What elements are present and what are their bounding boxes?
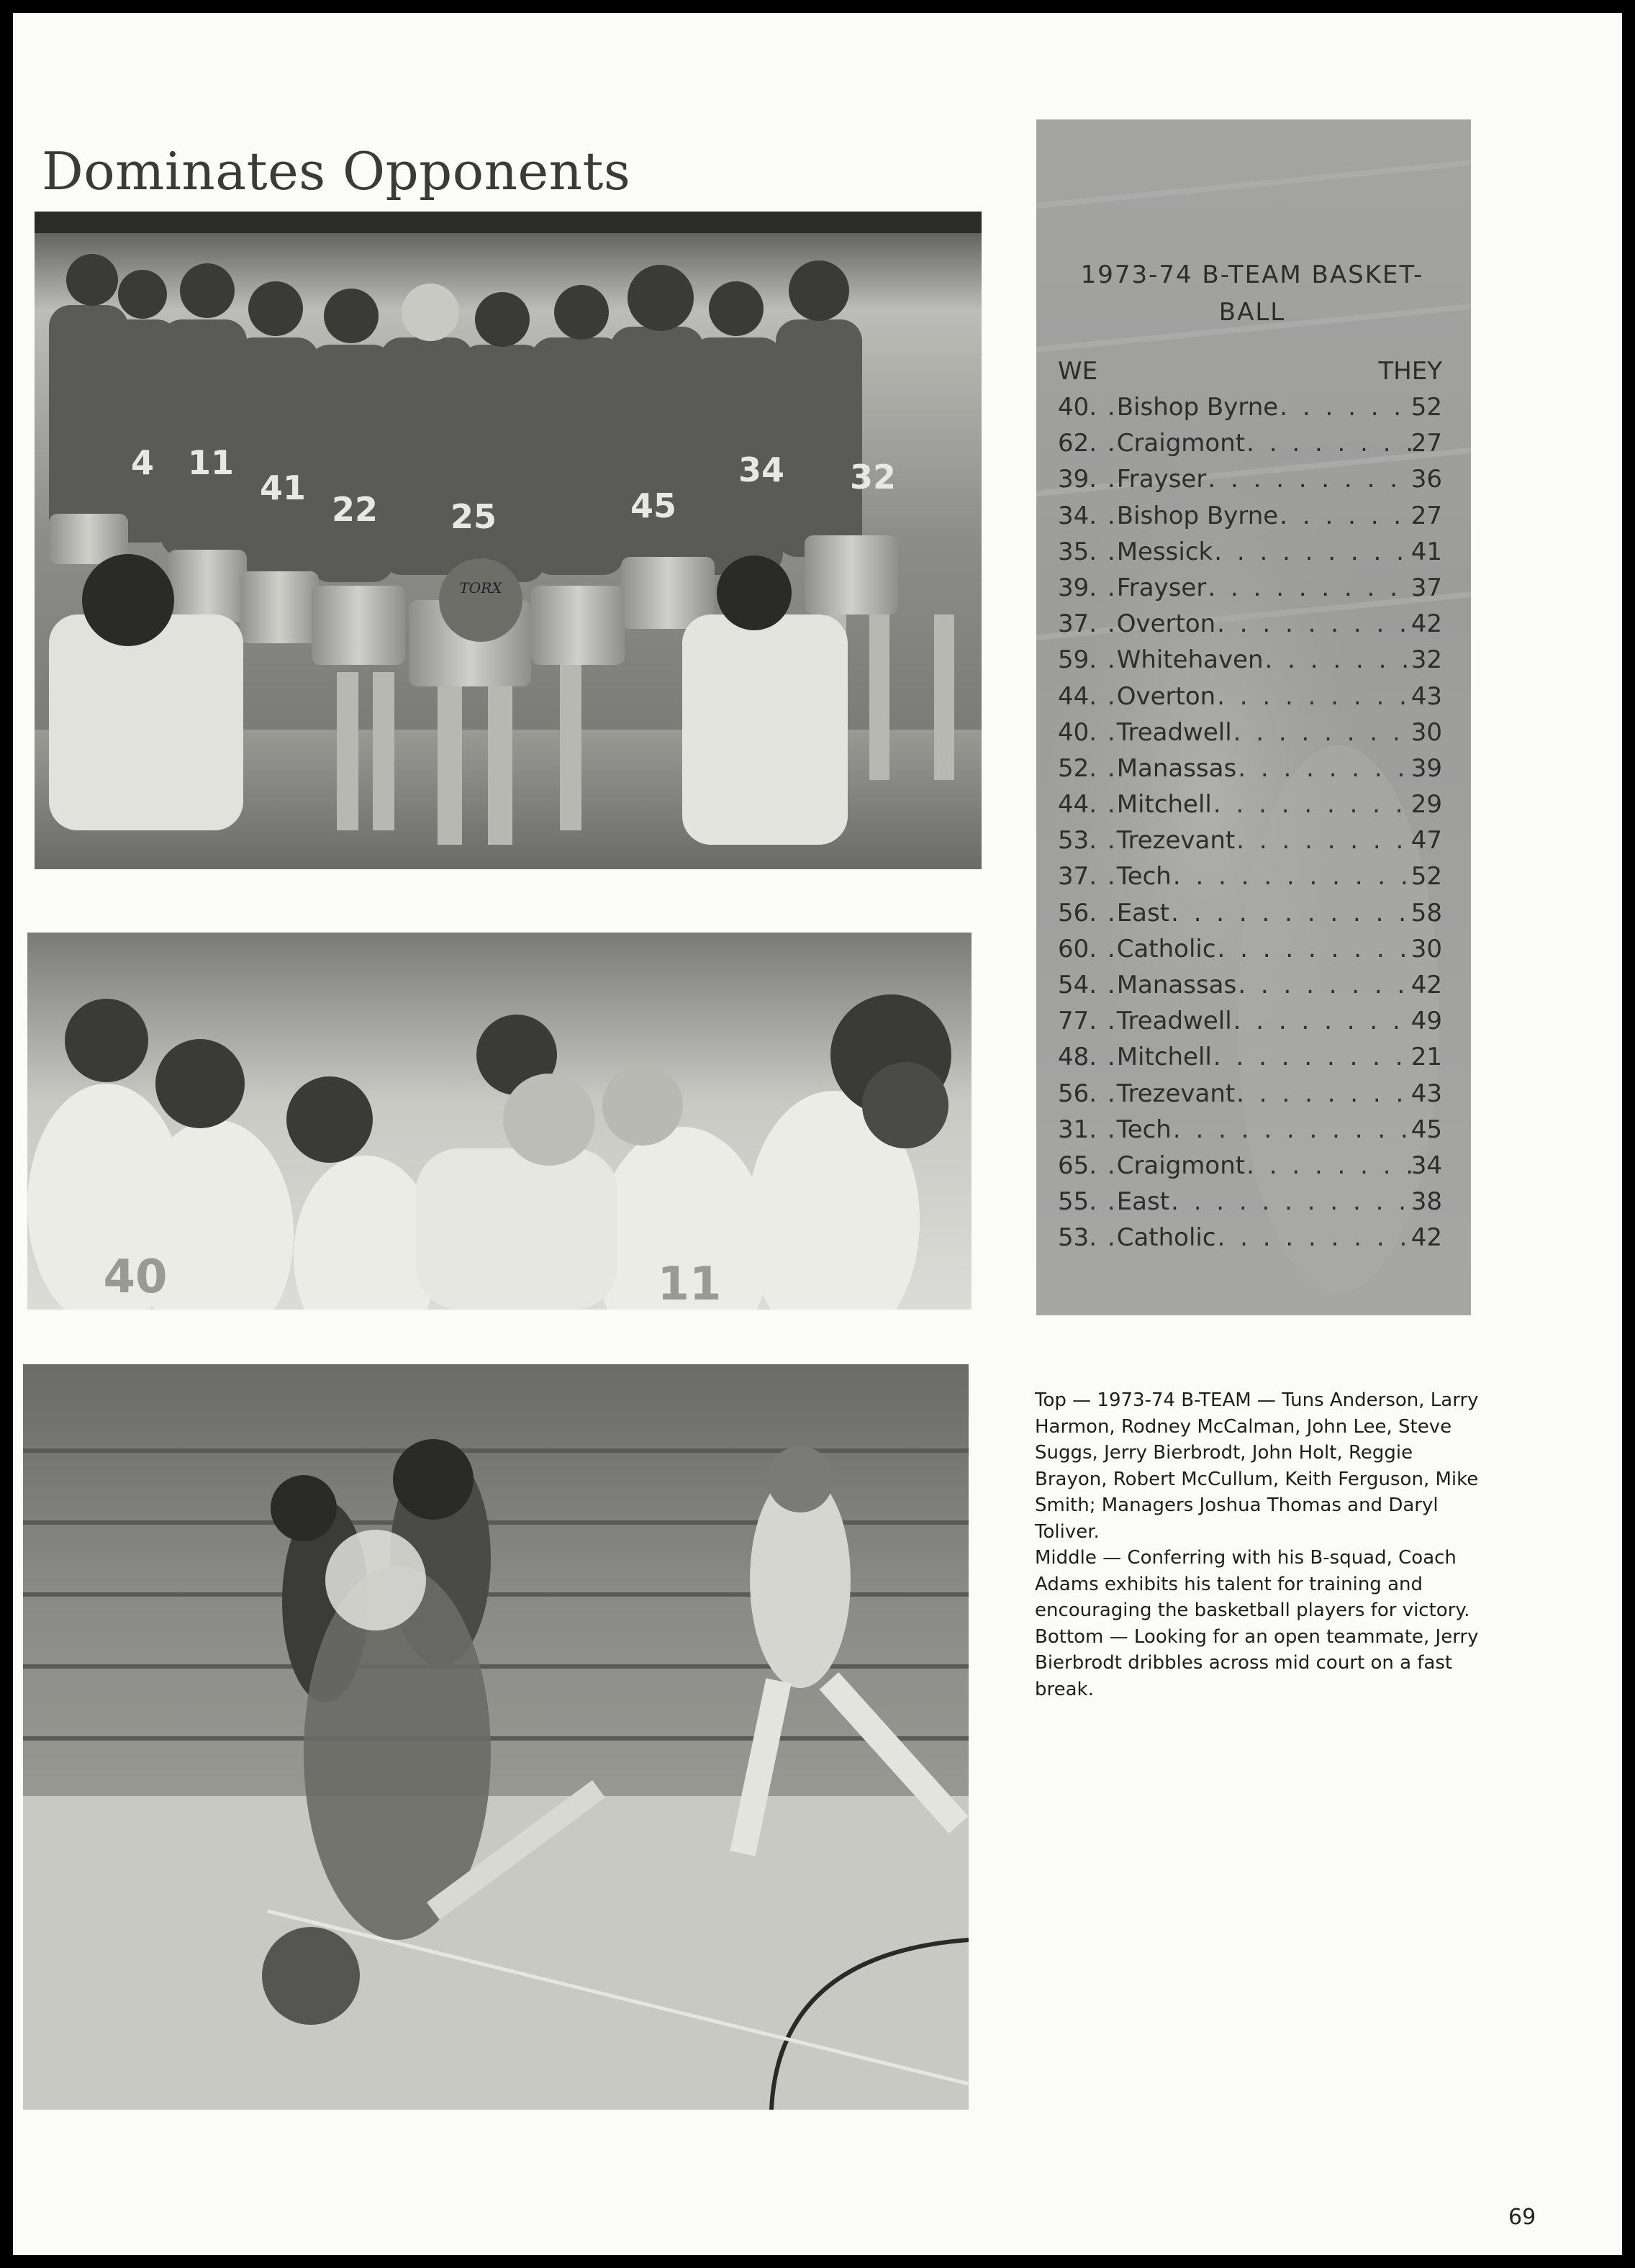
score-row — [1058, 1079, 1442, 1115]
score-row — [1058, 862, 1442, 898]
they-score: 42 — [1410, 971, 1442, 999]
dot-leader — [1216, 935, 1411, 963]
they-score: 39 — [1410, 753, 1442, 783]
they-score: 21 — [1410, 1043, 1442, 1072]
score-separator: . . — [1089, 537, 1117, 566]
huddle-photo — [27, 933, 972, 1310]
score-separator: . . — [1089, 1079, 1117, 1108]
score-separator: . . — [1089, 971, 1117, 999]
they-score: 30 — [1410, 717, 1442, 747]
jersey-4: 4 — [130, 443, 155, 482]
page-title: Dominates Opponents — [42, 141, 631, 201]
caption-top: Top — 1973-74 B-TEAM — Tuns Anderson, Larry Harmon, Rodney McCalman, John Lee, Steve Suggs, Jerry Bierbrodt, John Holt, Reggie Brayon, Robert McCullum, Keith Ferguson, Mike Smith; Managers Joshua Thomas and Daryl Toliver. — [1035, 1389, 1479, 1543]
we-score: 62 — [1058, 429, 1090, 458]
they-score: 38 — [1410, 1187, 1442, 1217]
dot-leader — [1172, 862, 1411, 891]
photo-captions — [1035, 1387, 1484, 1702]
they-score: 27 — [1410, 429, 1442, 458]
they-score: 49 — [1410, 1007, 1442, 1036]
score-separator: . . — [1089, 1043, 1117, 1072]
score-separator: . . — [1089, 645, 1117, 675]
caption-bottom: Bottom — Looking for an open teammate, Jerry Bierbrodt dribbles across mid court on a fast break. — [1035, 1625, 1479, 1700]
we-score: 37 — [1058, 862, 1090, 892]
dot-leader — [1215, 609, 1411, 638]
dot-leader — [1212, 790, 1411, 819]
score-row — [1058, 537, 1442, 573]
we-score: 56 — [1058, 1079, 1090, 1108]
we-score: 31 — [1058, 1115, 1090, 1144]
caption-middle: Middle — Conferring with his B-squad, Coach Adams exhibits his talent for training and encouraging the basketball players for victory. — [1035, 1547, 1470, 1621]
dot-leader — [1206, 573, 1410, 602]
score-panel — [1036, 119, 1471, 1315]
they-score: 29 — [1410, 790, 1442, 820]
opponent-name: Mitchell — [1116, 790, 1212, 820]
opponent-name: Craigmont — [1116, 1151, 1246, 1180]
we-score: 77 — [1058, 1007, 1090, 1036]
we-score: 54 — [1058, 971, 1090, 999]
dot-leader — [1232, 1007, 1411, 1035]
opponent-name: Bishop Byrne — [1116, 393, 1279, 422]
we-score: 44 — [1058, 681, 1090, 711]
score-separator: . . — [1089, 609, 1117, 639]
jersey-32: 32 — [849, 458, 897, 496]
huddle-photo-image — [27, 933, 972, 1310]
opponent-name: Treadwell — [1116, 717, 1232, 747]
opponent-name: Overton — [1116, 609, 1216, 639]
they-score: 41 — [1410, 537, 1442, 566]
score-separator: . . — [1089, 1115, 1117, 1144]
dot-leader — [1232, 718, 1411, 747]
score-row — [1058, 790, 1442, 826]
opponent-name: Bishop Byrne — [1116, 501, 1279, 530]
opponent-name: Manassas — [1116, 971, 1237, 999]
they-score: 42 — [1410, 1223, 1442, 1253]
dot-leader — [1245, 1151, 1411, 1180]
score-separator: . . — [1089, 898, 1117, 927]
jersey-45: 45 — [630, 486, 677, 525]
we-score: 59 — [1058, 645, 1090, 675]
team-photo — [35, 212, 982, 869]
score-row — [1058, 465, 1442, 501]
they-score: 43 — [1410, 681, 1442, 711]
jersey-25: 25 — [450, 497, 497, 536]
dot-leader — [1236, 971, 1411, 999]
we-column-label: WE — [1058, 357, 1098, 386]
we-score: 53 — [1058, 1223, 1090, 1253]
we-score: 34 — [1058, 501, 1090, 530]
score-separator: . . — [1089, 429, 1117, 458]
dot-leader — [1213, 537, 1411, 566]
we-score: 40 — [1058, 393, 1090, 422]
score-row — [1058, 1187, 1442, 1223]
dot-leader — [1278, 502, 1411, 530]
jersey-41: 41 — [259, 468, 307, 507]
score-separator: . . — [1089, 465, 1117, 494]
they-score: 27 — [1410, 501, 1442, 530]
jersey-34: 34 — [738, 450, 785, 489]
opponent-name: Mitchell — [1116, 1043, 1212, 1072]
we-score: 40 — [1058, 717, 1090, 747]
dot-leader — [1169, 1187, 1411, 1216]
opponent-name: Catholic — [1116, 1223, 1216, 1253]
score-row — [1058, 573, 1442, 609]
they-score: 58 — [1410, 898, 1442, 927]
we-score: 52 — [1058, 753, 1090, 783]
dot-leader — [1278, 393, 1411, 422]
dot-leader — [1236, 754, 1411, 783]
they-score: 52 — [1410, 393, 1442, 422]
fast-break-photo-image — [23, 1364, 969, 2110]
score-separator: . . — [1089, 1007, 1117, 1036]
opponent-name: East — [1116, 1187, 1170, 1217]
opponent-name: Tech — [1116, 1115, 1172, 1144]
score-row — [1058, 1223, 1442, 1259]
score-row — [1058, 1151, 1442, 1187]
score-separator: . . — [1089, 717, 1117, 747]
opponent-name: Trezevant — [1116, 1079, 1236, 1108]
score-separator: . . — [1089, 681, 1117, 711]
they-column-label: THEY — [1378, 357, 1442, 386]
opponent-name: East — [1116, 898, 1170, 927]
they-score: 30 — [1410, 934, 1442, 963]
score-separator: . . — [1089, 1151, 1117, 1180]
fast-break-photo — [23, 1364, 969, 2110]
score-row — [1058, 682, 1442, 718]
score-separator: . . — [1089, 1223, 1117, 1253]
we-score: 48 — [1058, 1043, 1090, 1072]
score-separator: . . — [1089, 934, 1117, 963]
score-row — [1058, 718, 1442, 754]
they-score: 34 — [1410, 1151, 1442, 1180]
jersey-40: 40 — [103, 1251, 168, 1304]
score-row — [1058, 899, 1442, 935]
jersey-22: 22 — [331, 490, 379, 529]
opponent-name: Catholic — [1116, 934, 1216, 963]
score-row — [1058, 935, 1442, 971]
yearbook-page — [13, 13, 1622, 2255]
dot-leader — [1212, 1043, 1411, 1071]
score-row — [1058, 826, 1442, 862]
score-table-header — [1058, 357, 1442, 386]
they-score: 37 — [1410, 573, 1442, 602]
dot-leader — [1216, 1223, 1411, 1252]
opponent-name: Treadwell — [1116, 1007, 1232, 1036]
jersey-11: 11 — [187, 443, 235, 482]
they-score: 45 — [1410, 1115, 1442, 1144]
opponent-name: Frayser — [1116, 465, 1207, 494]
score-separator: . . — [1089, 826, 1117, 856]
opponent-name: Messick — [1116, 537, 1213, 566]
opponent-name: Manassas — [1116, 753, 1237, 783]
we-score: 60 — [1058, 934, 1090, 963]
dot-leader — [1172, 1115, 1411, 1144]
opponent-name: Craigmont — [1116, 429, 1246, 458]
we-score: 35 — [1058, 537, 1090, 566]
score-table-title: 1973-74 B-TEAM BASKET- BALL — [1080, 260, 1424, 327]
score-separator: . . — [1089, 790, 1117, 820]
we-score: 39 — [1058, 573, 1090, 602]
dot-leader — [1235, 826, 1411, 855]
dot-leader — [1245, 429, 1411, 458]
opponent-name: Frayser — [1116, 573, 1207, 602]
score-list — [1058, 393, 1442, 1260]
score-row — [1058, 1043, 1442, 1079]
score-row — [1058, 1007, 1442, 1043]
score-separator: . . — [1089, 501, 1117, 530]
score-row — [1058, 1115, 1442, 1151]
score-separator: . . — [1089, 573, 1117, 602]
we-score: 37 — [1058, 609, 1090, 639]
dot-leader — [1169, 899, 1411, 927]
opponent-name: Trezevant — [1116, 826, 1236, 856]
they-score: 36 — [1410, 465, 1442, 494]
dot-leader — [1264, 645, 1411, 674]
score-row — [1058, 429, 1442, 465]
we-score: 56 — [1058, 898, 1090, 927]
dot-leader — [1206, 465, 1410, 494]
score-row — [1058, 754, 1442, 790]
we-score: 44 — [1058, 790, 1090, 820]
dot-leader — [1215, 682, 1411, 711]
we-score: 65 — [1058, 1151, 1090, 1180]
score-separator: . . — [1089, 1187, 1117, 1217]
opponent-name: Tech — [1116, 862, 1172, 892]
we-score: 53 — [1058, 826, 1090, 856]
score-separator: . . — [1089, 862, 1117, 892]
opponent-name: Whitehaven — [1116, 645, 1264, 675]
score-row — [1058, 645, 1442, 681]
ball-brand: TORX — [459, 579, 502, 597]
opponent-name: Overton — [1116, 681, 1216, 711]
team-photo-image — [35, 212, 982, 869]
we-score: 39 — [1058, 465, 1090, 494]
score-row — [1058, 609, 1442, 645]
score-row — [1058, 971, 1442, 1007]
page-number: 69 — [1508, 2205, 1536, 2230]
dot-leader — [1235, 1079, 1411, 1108]
they-score: 32 — [1410, 645, 1442, 675]
score-separator: . . — [1089, 393, 1117, 422]
score-row — [1058, 393, 1442, 429]
jersey-11-middle: 11 — [657, 1258, 722, 1310]
score-separator: . . — [1089, 753, 1117, 783]
they-score: 52 — [1410, 862, 1442, 892]
they-score: 43 — [1410, 1079, 1442, 1108]
they-score: 42 — [1410, 609, 1442, 639]
they-score: 47 — [1410, 826, 1442, 856]
we-score: 55 — [1058, 1187, 1090, 1217]
score-row — [1058, 502, 1442, 537]
